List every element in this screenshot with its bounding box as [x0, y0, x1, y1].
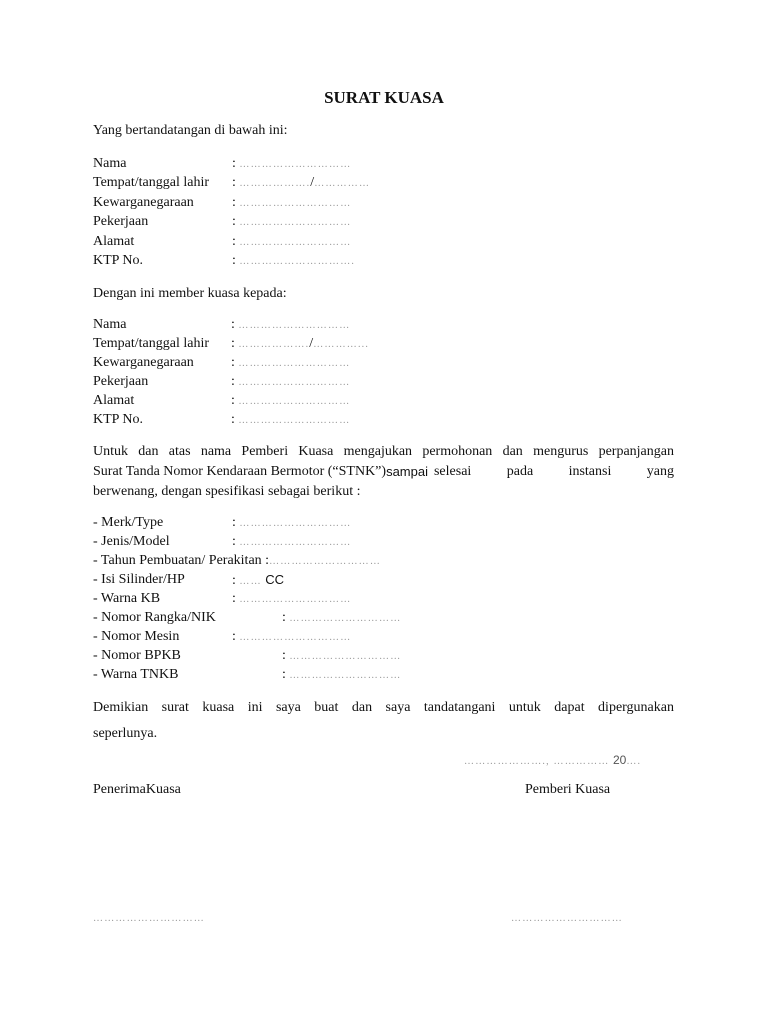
blank-line: …………………………: [289, 613, 402, 624]
spec-value: [232, 533, 351, 552]
field-value: [231, 354, 350, 373]
blank-line: …………………………: [238, 358, 351, 369]
colon: :: [232, 234, 236, 249]
field-value: [231, 392, 350, 411]
spec-label: - Nomor BPKB: [93, 648, 181, 663]
field-label: Nama: [93, 317, 127, 332]
blank-line: …………………………: [269, 556, 382, 567]
text: sampai: [386, 464, 428, 479]
field-value: [232, 174, 370, 193]
blank-line: …………………………: [238, 415, 351, 426]
blank-line: …………………………: [239, 537, 352, 548]
field-label: KTP No.: [93, 412, 144, 427]
colon: :: [231, 355, 235, 370]
colon: :: [282, 667, 286, 682]
colon: :: [232, 175, 236, 190]
blank-line: …………………., ……………: [464, 756, 610, 767]
spec-label: - Merk/Type: [93, 515, 164, 530]
text: selesai pada instansi yang: [433, 464, 674, 479]
colon: :: [232, 195, 236, 210]
colon: :: [232, 515, 236, 530]
paragraph-line: [93, 463, 674, 481]
receiver-intro: Dengan ini member kuasa kepada:: [93, 286, 287, 301]
blank-line: …………………………: [289, 670, 402, 681]
date-place-line: [464, 751, 641, 771]
colon: :: [231, 374, 235, 389]
blank-line: …………………………: [239, 518, 352, 529]
blank-line: …………………………: [238, 396, 351, 407]
spec-value: [282, 647, 401, 666]
giver-signature-line: …………………………: [511, 913, 623, 924]
field-label: Alamat: [93, 393, 135, 408]
spec-value: [232, 628, 351, 647]
field-value: [232, 233, 351, 252]
blank-line: ….: [626, 756, 642, 767]
colon: :: [232, 253, 236, 268]
receiver-signature-line: …………………………: [93, 913, 205, 924]
spec-label: - Tahun Pembuatan/ Perakitan :: [93, 553, 270, 568]
blank-line: …………...: [313, 339, 370, 350]
field-label: KTP No.: [93, 253, 144, 268]
closing-text: Demikian surat kuasa ini saya buat dan saya tandatangani untuk dapat dipergunakan: [93, 700, 674, 715]
spec-row: [93, 552, 381, 571]
blank-line: …………………………: [239, 198, 352, 209]
blank-line: …………………………: [238, 320, 351, 331]
blank-line: …………………………: [239, 594, 352, 605]
colon: :: [282, 610, 286, 625]
separator: /: [309, 336, 314, 351]
blank-line: ……………: [314, 178, 371, 189]
blank-line: …………………………: [239, 237, 352, 248]
text: Surat Tanda Nomor Kendaraan Bermotor (“STNK”): [93, 464, 387, 479]
spec-value: [232, 514, 351, 533]
field-label: Kewarganegaraan: [93, 355, 194, 370]
spec-label: - Nomor Rangka/NIK: [93, 610, 216, 625]
spec-value: [282, 609, 401, 628]
separator: /: [310, 175, 315, 190]
field-value: [231, 411, 350, 430]
field-label: Kewarganegaraan: [93, 195, 194, 210]
colon: :: [231, 317, 235, 332]
field-value: [231, 373, 350, 392]
paragraph-line: Untuk dan atas nama Pemberi Kuasa mengajukan permohonan dan mengurus perpanjangan: [93, 444, 674, 459]
spec-value: [232, 590, 351, 609]
blank-line: ……………….: [239, 178, 311, 189]
giver-signature-label: Pemberi Kuasa: [525, 782, 611, 797]
field-label: Nama: [93, 156, 127, 171]
spec-label: - Jenis/Model: [93, 534, 170, 549]
blank-line: …………………………: [289, 651, 402, 662]
spec-value: [282, 666, 401, 685]
field-label: Tempat/tanggal lahir: [93, 336, 210, 351]
document-title: SURAT KUASA: [324, 88, 444, 107]
field-label: Pekerjaan: [93, 374, 149, 389]
colon: :: [282, 648, 286, 663]
colon: :: [232, 534, 236, 549]
blank-line: …………………………: [239, 159, 352, 170]
closing-text: seperlunya.: [93, 726, 158, 741]
colon: :: [232, 156, 236, 171]
intro-text: Yang bertandatangan di bawah ini:: [93, 123, 288, 138]
colon: :: [231, 393, 235, 408]
field-value: [231, 335, 369, 354]
paragraph-line: berwenang, dengan spesifikasi sebagai berikut :: [93, 484, 361, 499]
field-label: Tempat/tanggal lahir: [93, 175, 210, 190]
colon: :: [232, 591, 236, 606]
field-label: Pekerjaan: [93, 214, 149, 229]
colon: :: [231, 412, 235, 427]
field-value: [232, 155, 351, 174]
colon: :: [232, 214, 236, 229]
blank-line: ………………………….: [239, 256, 356, 267]
blank-line: …………………………: [239, 217, 352, 228]
blank-line: …………………………: [238, 377, 351, 388]
blank-line: …………………………: [239, 632, 352, 643]
blank-line: ……………….: [238, 339, 310, 350]
field-value: [231, 316, 350, 335]
spec-label: - Warna TNKB: [93, 667, 179, 682]
spec-value: [232, 571, 284, 591]
spec-label: - Warna KB: [93, 591, 161, 606]
spec-label: - Isi Silinder/HP: [93, 572, 185, 587]
field-value: [232, 213, 351, 232]
colon: :: [232, 629, 236, 644]
unit: CC: [265, 572, 285, 587]
year-prefix: 20: [613, 753, 627, 767]
blank-line: ……: [239, 576, 262, 587]
colon: :: [231, 336, 235, 351]
receiver-signature-label: PenerimaKuasa: [93, 782, 181, 797]
field-label: Alamat: [93, 234, 135, 249]
spec-label: - Nomor Mesin: [93, 629, 180, 644]
field-value: [232, 194, 351, 213]
colon: :: [232, 573, 236, 588]
field-value: [232, 252, 355, 271]
